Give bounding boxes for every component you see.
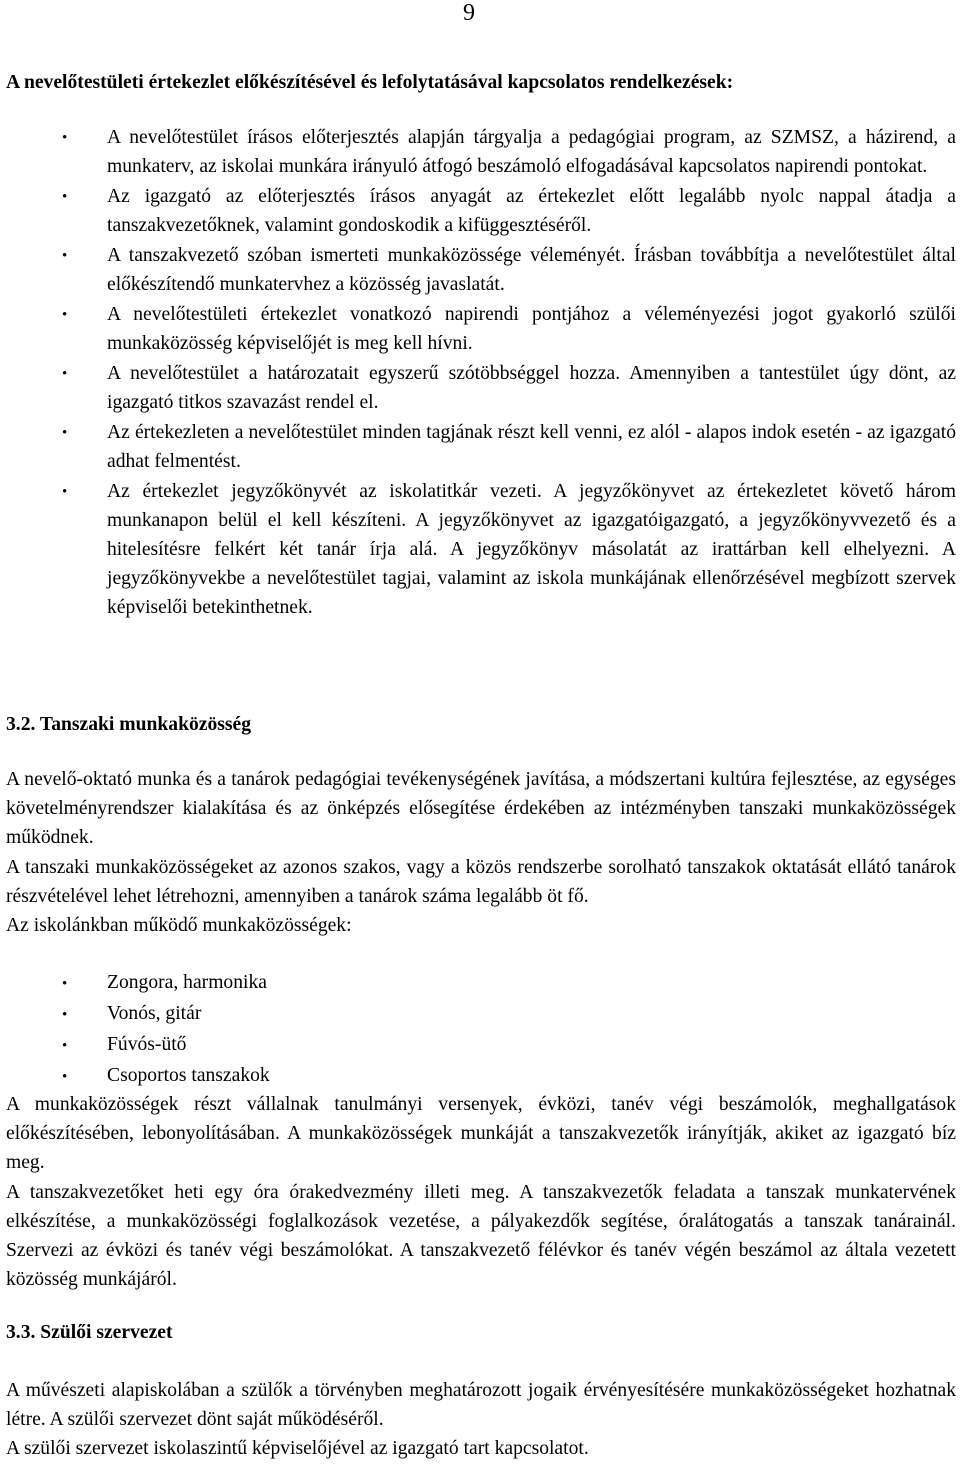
- bullet-icon: •: [62, 976, 68, 992]
- bullet-icon: •: [62, 425, 68, 441]
- section-3-2-intro: [6, 765, 956, 940]
- list-item: [0, 1029, 960, 1060]
- bullet-icon: •: [62, 248, 68, 264]
- list-item-text: A nevelőtestület írásos előterjesztés alapján tárgyalja a pedagógiai program, az SZMSZ, a házirend, a munkaterv, az iskolai munkára irányuló átfogó beszámoló elfogadásával kapcsolatos napirendi pontokat.: [107, 127, 956, 177]
- list-item: [0, 477, 960, 622]
- bullet-icon: •: [62, 366, 68, 382]
- paragraph: A nevelő-oktató munka és a tanárok pedagógiai tevékenységének javítása, a módszertani kultúra fejlesztése, az egységes követelményrendszer kialakítása és az önképzés elősegítése érdekében az intézményben tanszaki munkaközösségek működnek.: [6, 769, 956, 849]
- section-heading-3-3: 3.3. Szülői szervezet: [6, 1322, 173, 1343]
- paragraph: A munkaközösségek részt vállalnak tanulmányi versenyek, évközi, tanév végi beszámolók, meghallgatások előkészítésében, lebonyolításában. A munkaközösségek munkáját a tanszakvezetők irányítják, akiket az igazgató bíz meg.: [6, 1094, 956, 1174]
- bullet-icon: •: [62, 1007, 68, 1023]
- paragraph: A művészeti alapiskolában a szülők a törvényben meghatározott jogaik érvényesítésére munkaközösségeket hozhatnak létre. A szülői szervezet dönt saját működéséről.: [6, 1380, 956, 1431]
- paragraph: Az iskolánkban működő munkaközösségek:: [6, 915, 352, 937]
- rules-list: [0, 123, 960, 623]
- page-heading: A nevelőtestületi értekezlet előkészítésével és lefolytatásával kapcsolatos rendelkezések:: [6, 72, 734, 93]
- list-item: [0, 359, 960, 417]
- list-item: [0, 123, 960, 181]
- list-item: [0, 182, 960, 240]
- bullet-icon: •: [62, 484, 68, 500]
- paragraph: A tanszaki munkaközösségeket az azonos szakos, vagy a közös rendszerbe sorolható tanszakok oktatását ellátó tanárok részvételével lehet létrehozni, amennyiben a tanárok száma legalább öt fő.: [6, 856, 956, 907]
- bullet-icon: •: [62, 189, 68, 205]
- bullet-icon: •: [62, 1038, 68, 1054]
- paragraph: A szülői szervezet iskolaszintű képviselőjével az igazgató tart kapcsolatot.: [6, 1438, 589, 1460]
- list-item-text: Csoportos tanszakok: [107, 1065, 270, 1086]
- list-item-text: A tanszakvezető szóban ismerteti munkaközössége véleményét. Írásban továbbítja a nevelőtestület által előkészítendő munkatervhez a közösség javaslatát.: [107, 245, 956, 295]
- bullet-icon: •: [62, 307, 68, 323]
- list-item: [0, 241, 960, 299]
- bullet-icon: •: [62, 130, 68, 146]
- list-item-text: Az igazgató az előterjesztés írásos anyagát az értekezlet előtt legalább nyolc nappal átadja a tanszakvezetőknek, valamint gondoskodik a kifüggesztéséről.: [107, 186, 956, 236]
- groups-list: [0, 967, 960, 1091]
- list-item: [0, 1060, 960, 1091]
- section-heading-3-2: 3.2. Tanszaki munkaközösség: [6, 714, 251, 735]
- list-item-text: Vonós, gitár: [107, 1003, 202, 1024]
- list-item: [0, 418, 960, 476]
- list-item-text: A nevelőtestület a határozatait egyszerű szótöbbséggel hozza. Amennyiben a tantestület úgy dönt, az igazgató titkos szavazást rendel el.: [107, 363, 956, 413]
- section-3-3-body: [6, 1376, 956, 1464]
- bullet-icon: •: [62, 1069, 68, 1085]
- list-item-text: Fúvós-ütő: [107, 1034, 187, 1055]
- list-item-text: Az értekezlet jegyzőkönyvét az iskolatitkár vezeti. A jegyzőkönyvet az értekezletet követő három munkanapon belül el kell készíteni. A jegyzőkönyvet az igazgatóigazgató, a jegyzőkönyvvezető és a hitelesítésre felkért két tanár írja alá. A jegyzőkönyv másolatát az irattárban kell elhelyezni. A jegyzőkönyvekbe a nevelőtestület tagjai, valamint az iskola munkájának ellenőrzésével megbízott szervek képviselői betekinthetnek.: [107, 481, 956, 618]
- list-item: [0, 967, 960, 998]
- paragraph: A tanszakvezetőket heti egy óra órakedvezmény illeti meg. A tanszakvezetők feladata a tanszak munkatervének elkészítése, a munkaközösségi foglalkozások vezetése, a pályakezdők segítése, óralátogatás a tanszak tanárainál. Szervezi az évközi és tanév végi beszámolókat. A tanszakvezető félévkor és tanév végén beszámol az általa vezetett közösség munkájáról.: [6, 1181, 956, 1291]
- list-item-text: Zongora, harmonika: [107, 972, 267, 993]
- section-3-2-outro: [6, 1090, 956, 1294]
- page-number: 9: [463, 0, 475, 26]
- list-item: [0, 998, 960, 1029]
- list-item-text: A nevelőtestületi értekezlet vonatkozó napirendi pontjához a véleményezési jogot gyakorló szülői munkaközösség képviselőjét is meg kell hívni.: [107, 304, 956, 354]
- list-item: [0, 300, 960, 358]
- list-item-text: Az értekezleten a nevelőtestület minden tagjának részt kell venni, ez alól - alapos indok esetén - az igazgató adhat felmentést.: [107, 422, 956, 472]
